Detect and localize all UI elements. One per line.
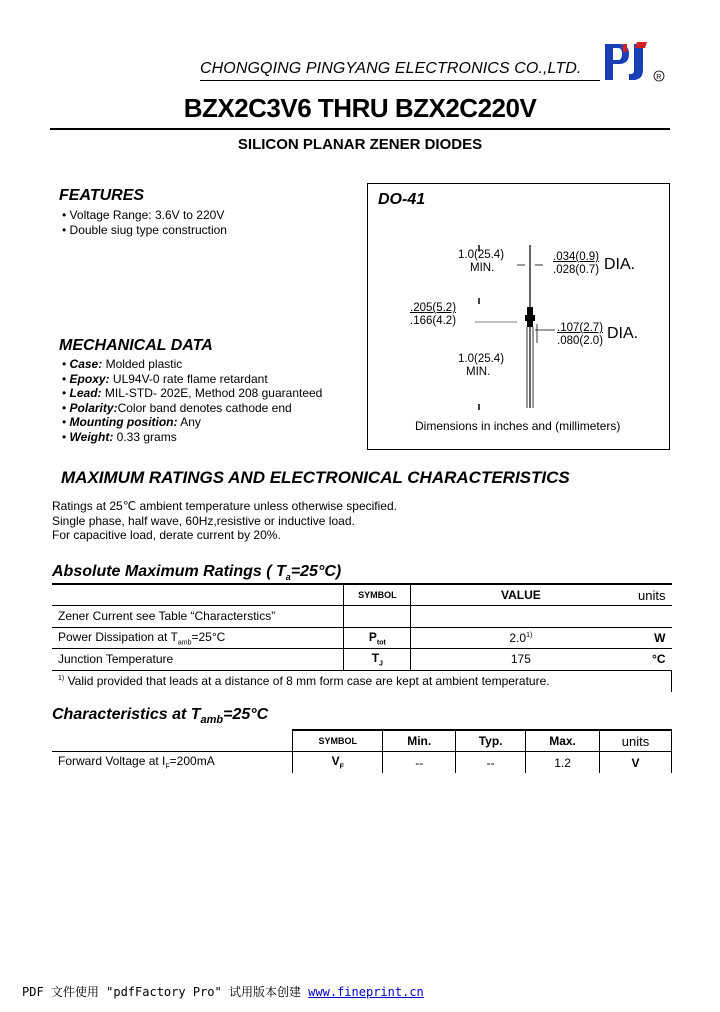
abs-max-heading: Absolute Maximum Ratings ( $T_a=25^\circ C$) [52,563,342,583]
body-length: .205(5.2) .166(4.2) [410,302,457,327]
table-row: Junction Temperature $T_J$ 175 °C [52,649,672,671]
body-dia-label: DIA. [607,325,639,342]
lead-length-bottom: 1.0(25.4) MIN. [458,353,505,378]
list-item: • Polarity:Color band denotes cathode end [62,400,292,415]
list-item: • Epoxy: UL94V-0 rate flame retardant [62,371,268,386]
title-rule [50,128,670,130]
list-item: • Mounting position: Any [62,415,201,429]
features-heading: FEATURES [59,187,145,204]
fineprint-link[interactable]: www.fineprint.cn [308,985,424,999]
features-list [62,208,227,237]
header-rule [200,80,600,81]
lead-length-top: 1.0(25.4) MIN. [458,249,505,274]
characteristics-table [52,729,672,773]
company-logo [603,40,665,84]
list-item: • Voltage Range: 3.6V to 220V [62,208,225,222]
list-item: • Double siug type construction [62,222,227,237]
ratings-notes: Ratings at 25℃ ambient temperature unless otherwise specified. Single phase, half wave, 60Hz,resistive or inductive load. For capacitive load, derate current by 20%. [52,499,397,542]
abs-max-table [52,583,672,692]
table-header-row: SYMBOL VALUE units [52,584,672,606]
logo-registered-mark: R [656,74,662,81]
page-title: BZX2C3V6 THRU BZX2C220V [183,93,537,123]
table-row: Forward Voltage at $I_F=200mA$ $V_F$ -- -- 1.2 V [52,752,672,774]
table-row: Power Dissipation at $T_{amb}=25^\circ C$ $P_{tot}$ 2.0$^{1)}$ W [52,627,672,649]
page-subtitle: SILICON PLANAR ZENER DIODES [237,136,483,153]
ratings-heading: MAXIMUM RATINGS AND ELECTRONICAL CHARACTERISTICS [61,468,570,487]
list-item: • Case: Molded plastic [62,357,183,371]
cathode-band [525,315,535,321]
table-row: Zener Current see Table “Characterstics” [52,606,672,628]
company-name: CHONGQING PINGYANG ELECTRONICS CO.,LTD. [200,60,582,77]
package-name: DO-41 [378,191,426,208]
mechanical-list [62,357,322,444]
lead-dia-label: DIA. [604,256,636,273]
body-diameter: .107(2.7) .080(2.0) [557,322,604,347]
mechanical-heading: MECHANICAL DATA [59,337,213,354]
lead-diameter: .034(0.9) .028(0.7) [553,251,600,276]
characteristics-heading: Characteristics at $T_{amb}=25^\circ C$ [52,706,269,727]
pdf-footer: PDF 文件使用 "pdfFactory Pro" 试用版本创建 www.fineprint.cn [22,985,424,999]
table-header-row: SYMBOL Min. Typ. Max. units [52,730,672,752]
list-item: • Lead: MIL-STD- 202E, Method 208 guaranteed [62,386,323,400]
table-note-row: $^{1)}$ Valid provided that leads at a distance of 8 mm form case are kept at ambient temperature. [52,670,672,692]
list-item: • Weight: 0.33 grams [62,429,177,444]
dimension-note: Dimensions in inches and (millimeters) [415,419,621,433]
